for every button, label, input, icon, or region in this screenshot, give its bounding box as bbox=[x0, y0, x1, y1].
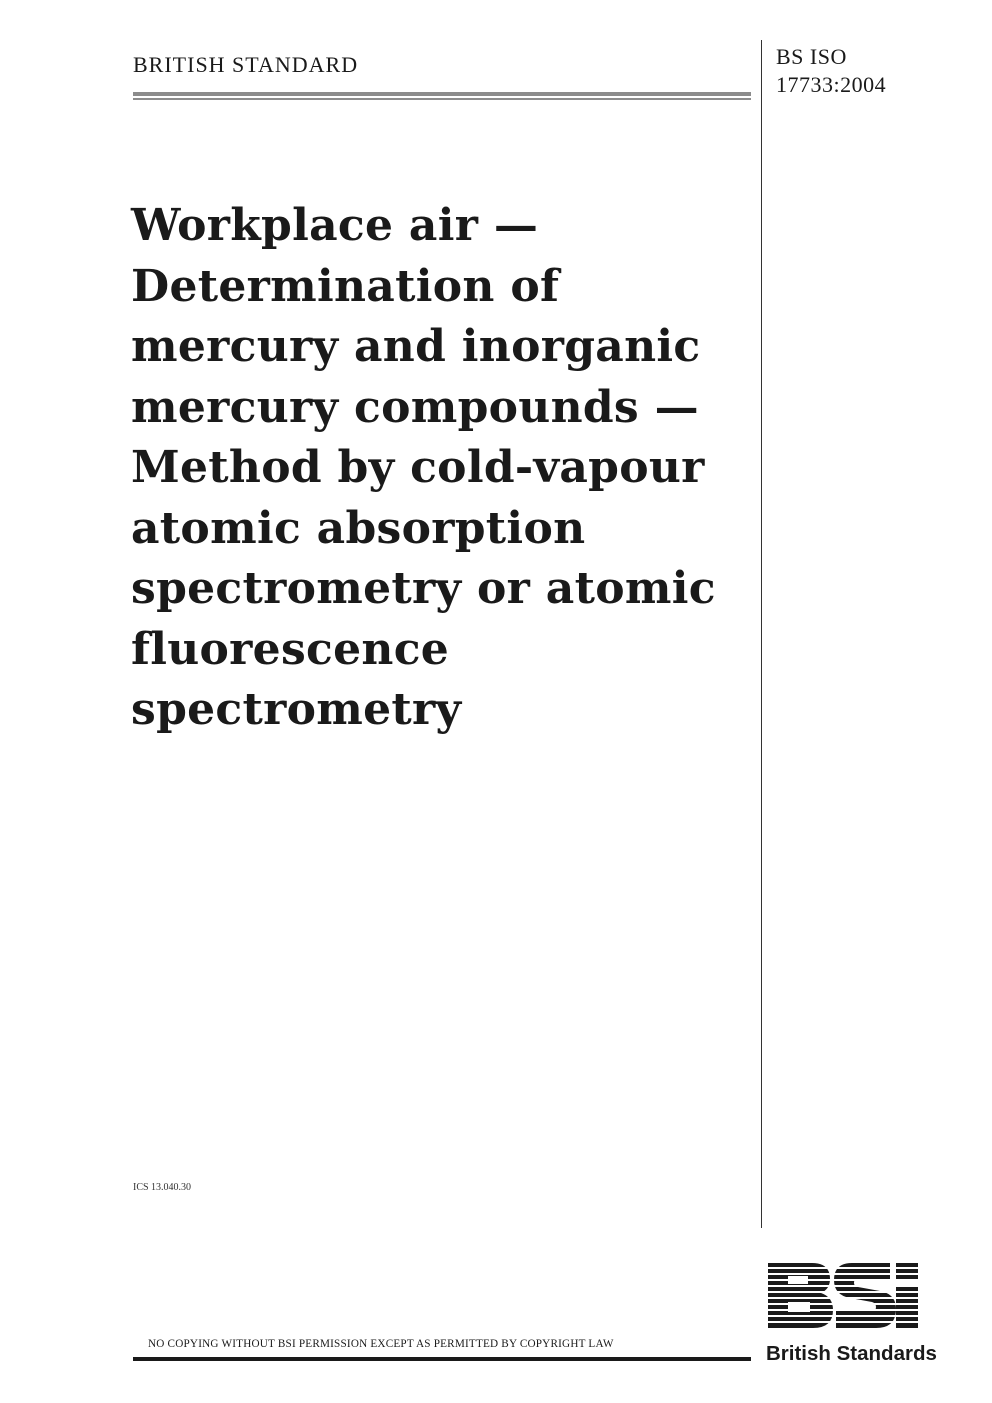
title-line: Workplace air — bbox=[131, 200, 539, 251]
header-label: BRITISH STANDARD bbox=[133, 52, 359, 77]
title-line: Method by cold-vapour bbox=[131, 442, 705, 493]
header-rule-thin bbox=[133, 98, 751, 100]
document-title bbox=[131, 196, 756, 741]
header-rule-thick bbox=[133, 92, 751, 96]
title-line: spectrometry or atomic bbox=[131, 563, 716, 614]
doc-number-code: 17733:2004 bbox=[776, 72, 887, 97]
vertical-rule bbox=[761, 40, 762, 1228]
copyright-notice: NO COPYING WITHOUT BSI PERMISSION EXCEPT AS PERMITTED BY COPYRIGHT LAW bbox=[148, 1338, 614, 1350]
ics-code: ICS 13.040.30 bbox=[133, 1182, 192, 1193]
header-rule bbox=[133, 92, 751, 100]
footer-rule bbox=[133, 1357, 751, 1361]
bsi-logo-mark bbox=[764, 1260, 946, 1340]
doc-number bbox=[776, 43, 886, 99]
title-line: atomic absorption bbox=[131, 502, 586, 554]
title-line: mercury compounds — bbox=[131, 381, 699, 433]
title-line: mercury and inorganic bbox=[131, 321, 701, 372]
title-line: spectrometry bbox=[131, 684, 462, 735]
title-line: fluorescence bbox=[131, 623, 450, 675]
doc-number-prefix: BS ISO bbox=[776, 44, 847, 69]
title-line: Determination of bbox=[131, 260, 560, 312]
logo-caption: British Standards bbox=[766, 1342, 937, 1365]
